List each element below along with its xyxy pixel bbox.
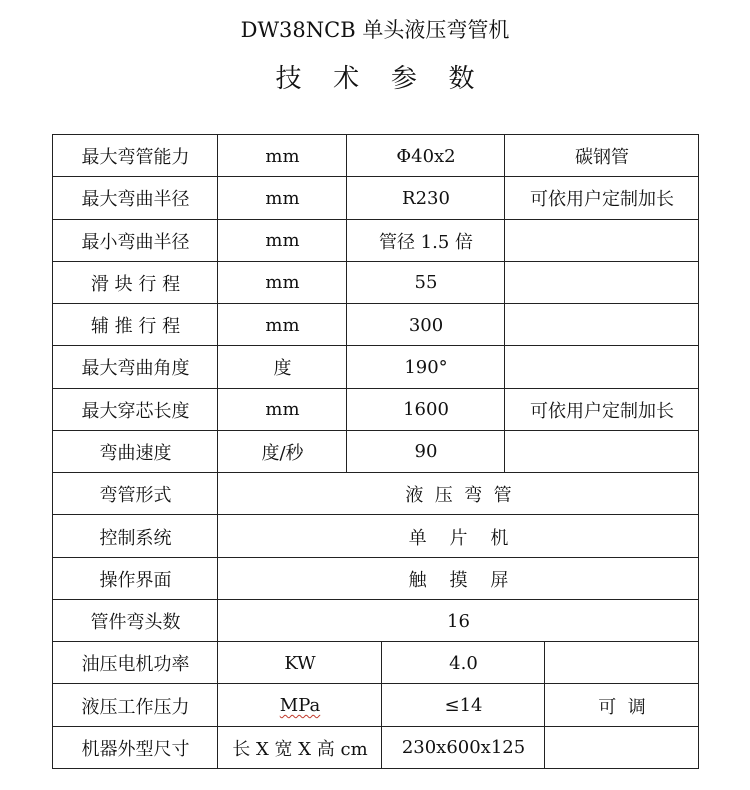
table-grid-line	[53, 768, 699, 769]
row-value: 触 摸 屏	[408, 569, 509, 591]
row-note	[505, 346, 699, 388]
table-grid-line	[217, 727, 218, 769]
row-value: 55	[414, 272, 438, 294]
row-label: 辅 推 行 程	[90, 316, 181, 338]
table-grid-line	[544, 684, 545, 726]
row-note	[505, 262, 699, 304]
row-unit: 度	[273, 358, 292, 380]
table-grid-line	[698, 727, 699, 769]
table-grid-line	[698, 431, 699, 473]
row-note	[505, 220, 699, 262]
table-grid-line	[698, 346, 699, 388]
document-subtitle: 技 术 参 数	[275, 64, 487, 94]
table-grid-line	[381, 727, 382, 769]
row-label: 滑 块 行 程	[90, 273, 181, 295]
row-label: 操作界面	[99, 569, 172, 591]
table-grid-line	[698, 558, 699, 600]
row-value: 液 压 弯 管	[405, 485, 512, 507]
row-value: 单 片 机	[408, 527, 509, 549]
row-note	[545, 727, 699, 769]
row-note: 可依用户定制加长	[530, 400, 674, 422]
table-grid-line	[217, 431, 218, 473]
table-grid-line	[217, 177, 218, 219]
row-unit: 长 X 宽 X 高 cm	[232, 738, 368, 760]
table-grid-line	[346, 389, 347, 431]
row-label: 最小弯曲半径	[81, 231, 190, 253]
table-grid-line	[698, 473, 699, 515]
table-grid-line	[217, 558, 218, 600]
table-grid-line	[217, 473, 218, 515]
row-value: R230	[402, 187, 450, 209]
table-grid-line	[698, 262, 699, 304]
table-grid-line	[217, 684, 218, 726]
table-grid-line	[346, 346, 347, 388]
row-label: 弯管形式	[99, 485, 172, 507]
row-value: Φ40x2	[396, 145, 456, 167]
row-value: 16	[447, 610, 470, 632]
table-grid-line	[217, 600, 218, 642]
table-grid-line	[504, 389, 505, 431]
row-unit: mm	[265, 145, 300, 167]
row-label: 管件弯头数	[90, 612, 181, 634]
row-note: 可 调	[598, 696, 646, 718]
row-unit: 度/秒	[261, 442, 304, 464]
table-grid-line	[504, 431, 505, 473]
row-unit: mm	[265, 272, 300, 294]
row-label: 最大弯管能力	[81, 147, 190, 169]
table-grid-line	[217, 304, 218, 346]
row-unit: mm	[265, 314, 300, 336]
table-grid-line	[346, 304, 347, 346]
table-grid-line	[504, 177, 505, 219]
table-grid-line	[217, 262, 218, 304]
row-value: 4.0	[449, 652, 478, 674]
row-note	[545, 642, 699, 684]
row-value: ≤14	[444, 695, 483, 717]
row-label: 最大弯曲角度	[81, 358, 190, 380]
table-grid-line	[381, 684, 382, 726]
table-grid-line	[698, 304, 699, 346]
table-grid-line	[346, 262, 347, 304]
row-unit: mm	[265, 230, 300, 252]
table-grid-line	[698, 135, 699, 177]
table-grid-line	[544, 727, 545, 769]
table-grid-line	[504, 220, 505, 262]
table-grid-line	[381, 642, 382, 684]
row-note	[505, 431, 699, 473]
table-grid-line	[217, 515, 218, 557]
row-value: 230x600x125	[401, 737, 526, 759]
table-grid-line	[698, 177, 699, 219]
row-label: 机器外型尺寸	[81, 738, 190, 760]
table-grid-line	[346, 220, 347, 262]
table-grid-line	[698, 515, 699, 557]
row-label: 最大穿芯长度	[81, 400, 190, 422]
table-grid-line	[698, 389, 699, 431]
table-grid-line	[698, 220, 699, 262]
table-grid-line	[504, 135, 505, 177]
row-note	[505, 304, 699, 346]
row-value: 1600	[403, 399, 449, 421]
table-grid-line	[217, 389, 218, 431]
row-unit: KW	[284, 652, 316, 674]
row-label: 油压电机功率	[81, 654, 190, 676]
table-grid-line	[504, 346, 505, 388]
row-unit: MPa	[279, 695, 321, 717]
document-title: DW38NCB 单头液压弯管机	[240, 18, 510, 42]
row-value: 300	[408, 314, 444, 336]
table-grid-line	[217, 346, 218, 388]
table-grid-line	[544, 642, 545, 684]
table-grid-line	[698, 600, 699, 642]
row-value: 190°	[404, 356, 448, 378]
table-grid-line	[698, 642, 699, 684]
row-label: 控制系统	[99, 527, 172, 549]
row-label: 弯曲速度	[99, 442, 172, 464]
table-grid-line	[698, 684, 699, 726]
table-grid-line	[504, 262, 505, 304]
row-value: 管径 1.5 倍	[378, 231, 474, 253]
spec-table	[52, 134, 699, 769]
table-grid-line	[346, 135, 347, 177]
row-label: 最大弯曲半径	[81, 189, 190, 211]
row-label: 液压工作压力	[81, 696, 190, 718]
table-grid-line	[217, 135, 218, 177]
table-grid-line	[217, 220, 218, 262]
row-note: 碳钢管	[575, 147, 629, 169]
table-grid-line	[346, 177, 347, 219]
row-unit: mm	[265, 399, 300, 421]
row-note: 可依用户定制加长	[530, 189, 674, 211]
row-unit: mm	[265, 187, 300, 209]
table-grid-line	[346, 431, 347, 473]
table-grid-line	[504, 304, 505, 346]
row-value: 90	[414, 441, 438, 463]
table-grid-line	[217, 642, 218, 684]
